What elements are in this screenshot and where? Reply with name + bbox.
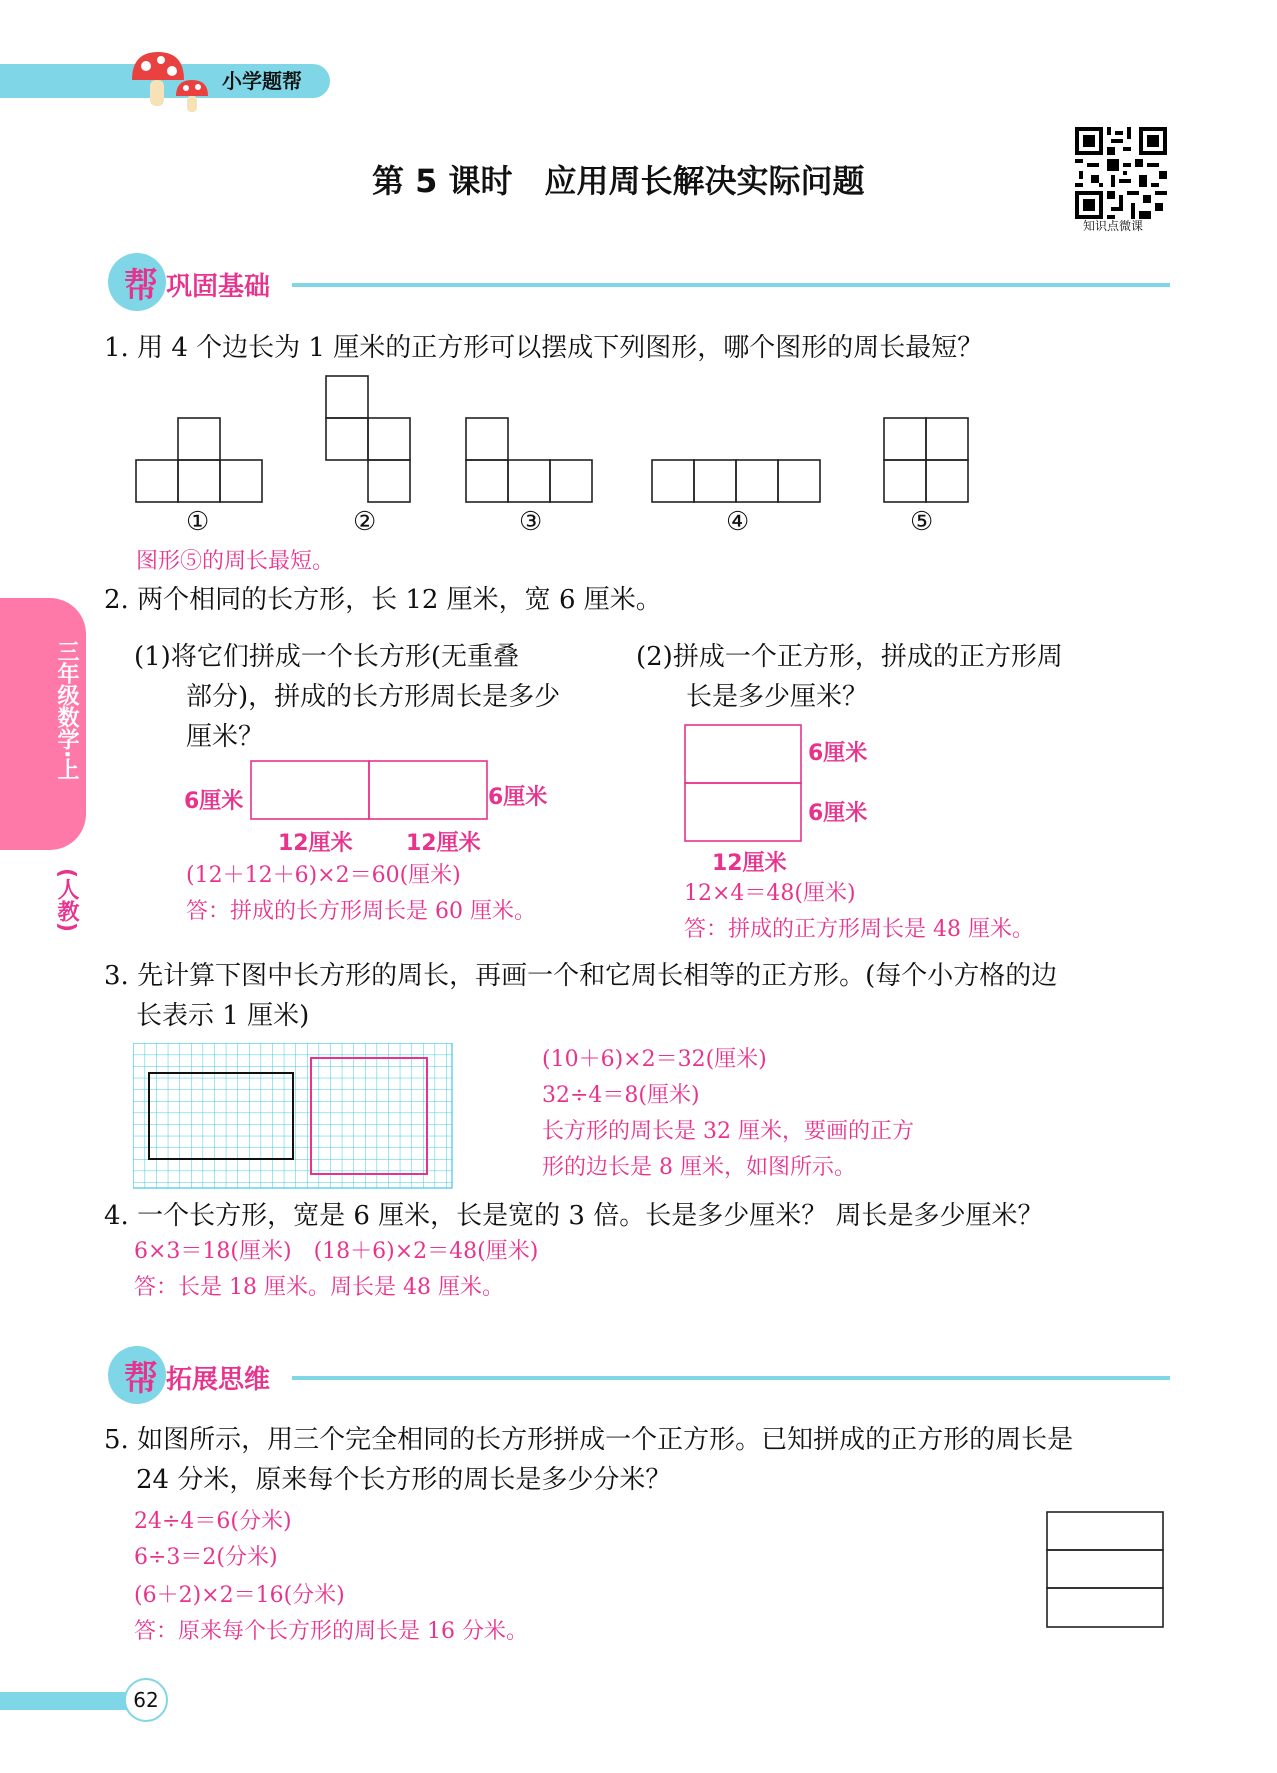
q2-part2-line2: 长是多少厘米？ [686, 682, 869, 712]
q5-calc3: (6＋2)×2＝16(分米) [134, 1583, 345, 1608]
q1-fig2-square [326, 376, 368, 418]
q1-fig1-square [220, 460, 262, 502]
q1-answer: 图形⑤的周长最短。 [136, 549, 335, 574]
q1-fig4-square [694, 460, 736, 502]
section-badge-char: 帮 [124, 266, 158, 306]
q2-part1-line1: (1)将它们拼成一个长方形(无重叠 [134, 642, 519, 672]
q1-label-1: ① [186, 507, 210, 537]
q3-note2: 形的边长是 8 厘米，如图所示。 [542, 1155, 856, 1180]
question-3-line2: 长表示 1 厘米) [136, 1001, 310, 1031]
q1-fig3-square [550, 460, 592, 502]
q2-part1-line2: 部分)，拼成的长方形周长是多少 [186, 682, 561, 712]
brand-name: 小学题帮 [222, 69, 302, 93]
q2-part1-answer: 答：拼成的长方形周长是 60 厘米。 [186, 899, 536, 924]
question-2: 2. 两个相同的长方形，长 12 厘米，宽 6 厘米。 [104, 585, 662, 615]
q2-part1-label-bottom-2: 12厘米 [406, 831, 481, 856]
q2-part1-label-left: 6厘米 [184, 789, 244, 814]
side-tab-edition: (人教) [54, 868, 79, 933]
question-3-line1: 3. 先计算下图中长方形的周长，再画一个和它周长相等的正方形。(每个小方格的边 [104, 961, 1058, 991]
lesson-title: 第 5 课时 应用周长解决实际问题 [372, 162, 865, 200]
q1-fig2-square [368, 460, 410, 502]
q2-part2-answer: 答：拼成的正方形周长是 48 厘米。 [684, 917, 1034, 942]
qr-caption: 知识点微课 [1083, 219, 1144, 233]
q1-label-3: ③ [519, 507, 543, 537]
q2-part1-calc: (12＋12＋6)×2＝60(厘米) [186, 863, 461, 888]
q1-fig4-square [652, 460, 694, 502]
q5-rect-middle [1047, 1550, 1163, 1588]
q1-label-4: ④ [726, 507, 750, 537]
q2-part1-label-bottom-1: 12厘米 [278, 831, 353, 856]
section-divider [292, 1376, 1170, 1380]
q2-part2-calc: 12×4＝48(厘米) [684, 881, 856, 906]
qr-code-icon [1075, 127, 1167, 219]
q5-calc2: 6÷3＝2(分米) [134, 1545, 278, 1570]
q3-grid [133, 1043, 455, 1191]
q2-part2-label-right-2: 6厘米 [808, 801, 868, 826]
q5-answer: 答：原来每个长方形的周长是 16 分米。 [134, 1619, 528, 1644]
q5-rect-bottom [1047, 1588, 1163, 1627]
q2-square-bottom [685, 783, 801, 841]
mushroom-logo-icon [128, 46, 218, 116]
q2-rect-left [251, 761, 369, 819]
question-1: 1. 用 4 个边长为 1 厘米的正方形可以摆成下列图形，哪个图形的周长最短？ [104, 333, 984, 363]
q5-rect-top [1047, 1512, 1163, 1550]
q1-fig4-square [736, 460, 778, 502]
q2-rect-right [369, 761, 487, 819]
question-5-line2: 24 分米，原来每个长方形的周长是多少分米？ [136, 1465, 672, 1495]
q2-part1-line3: 厘米？ [186, 722, 265, 752]
q5-calc1: 24÷4＝6(分米) [134, 1509, 292, 1534]
q2-square-top [685, 725, 801, 783]
q2-part2-label-bottom: 12厘米 [712, 851, 787, 876]
q1-fig5-square [884, 460, 926, 502]
q2-part2-line1: (2)拼成一个正方形，拼成的正方形周 [636, 642, 1063, 672]
q1-figures [130, 370, 990, 550]
q1-fig5-square [926, 460, 968, 502]
q1-fig5-square [926, 418, 968, 460]
q1-fig2-square [326, 418, 368, 460]
q1-fig3-square [466, 460, 508, 502]
q2-part2-figure [684, 724, 804, 844]
question-5-line1: 5. 如图所示，用三个完全相同的长方形拼成一个正方形。已知拼成的正方形的周长是 [104, 1425, 1074, 1455]
q2-part1-label-right: 6厘米 [488, 785, 548, 810]
page-number: 62 [133, 1688, 159, 1712]
footer-band [0, 1692, 140, 1710]
q3-calc1: (10＋6)×2＝32(厘米) [542, 1047, 767, 1072]
q3-calc2: 32÷4＝8(厘米) [542, 1083, 700, 1108]
q3-note1: 长方形的周长是 32 厘米，要画的正方 [542, 1119, 914, 1144]
q1-fig5-square [884, 418, 926, 460]
q1-label-2: ② [353, 507, 377, 537]
q5-figure [1046, 1511, 1166, 1631]
q2-part2-label-right-1: 6厘米 [808, 741, 868, 766]
section-title-extend: 拓展思维 [166, 1365, 271, 1395]
q1-fig1-square [136, 460, 178, 502]
section-divider [292, 283, 1170, 287]
section-badge-char: 帮 [124, 1359, 158, 1399]
q4-answer: 答：长是 18 厘米。周长是 48 厘米。 [134, 1275, 504, 1300]
q1-fig3-square [466, 418, 508, 460]
q1-label-5: ⑤ [910, 507, 934, 537]
q4-calc: 6×3＝18(厘米) (18＋6)×2＝48(厘米) [134, 1239, 539, 1264]
q2-part1-figure [250, 760, 490, 824]
question-4: 4. 一个长方形，宽是 6 厘米，长是宽的 3 倍。长是多少厘米？ 周长是多少厘米？ [104, 1201, 1044, 1231]
q1-fig4-square [778, 460, 820, 502]
side-tab-grade: 三年级数学·上 [54, 640, 79, 781]
q1-fig2-square [368, 418, 410, 460]
section-title-basic: 巩固基础 [166, 272, 271, 302]
q1-fig3-square [508, 460, 550, 502]
q1-fig1-square [178, 460, 220, 502]
q1-fig1-square [178, 418, 220, 460]
